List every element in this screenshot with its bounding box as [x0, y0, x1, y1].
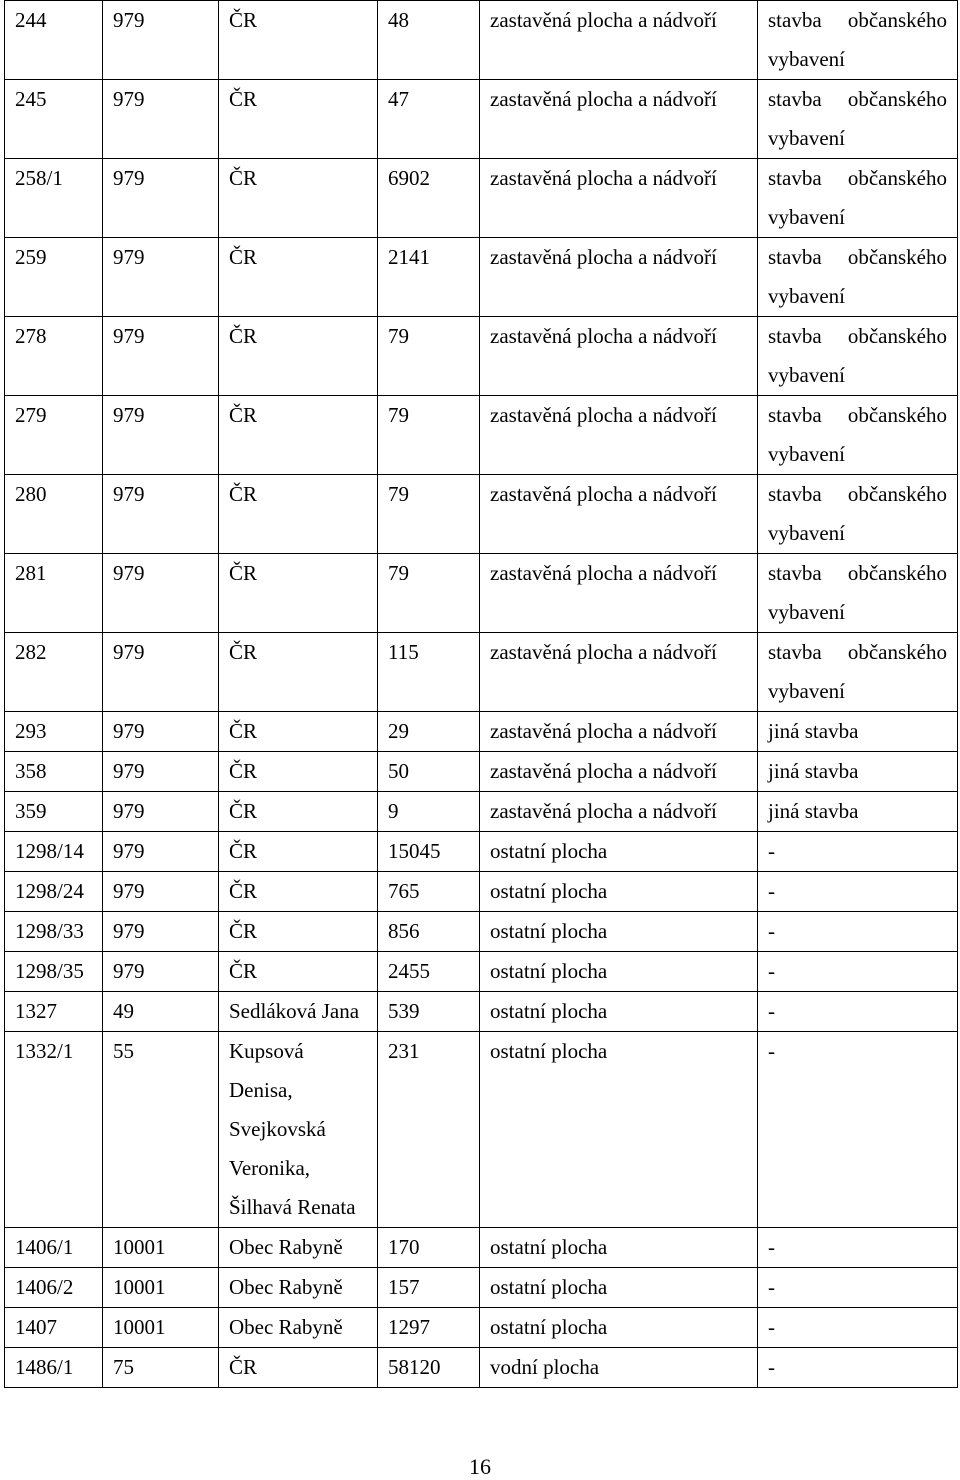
land-type-cell: ostatní plocha — [480, 872, 758, 912]
area-cell: 79 — [378, 396, 480, 475]
table-row — [5, 1032, 958, 1228]
page-number: 16 — [469, 1454, 491, 1479]
area-cell: 1297 — [378, 1308, 480, 1348]
ownership-sheet-cell: 10001 — [103, 1268, 219, 1308]
land-usage-cell: - — [758, 912, 958, 952]
ownership-sheet-cell: 979 — [103, 396, 219, 475]
area-cell: 856 — [378, 912, 480, 952]
table-row — [5, 952, 958, 992]
owner-cell: Obec Rabyně — [219, 1268, 378, 1308]
area-cell: 58120 — [378, 1348, 480, 1388]
owner-cell: ČR — [219, 952, 378, 992]
ownership-sheet-cell: 979 — [103, 475, 219, 554]
land-type-cell: zastavěná plocha a nádvoří — [480, 792, 758, 832]
parcel-number-cell: 1407 — [5, 1308, 103, 1348]
owner-cell: ČR — [219, 1348, 378, 1388]
land-type-cell: zastavěná plocha a nádvoří — [480, 317, 758, 396]
table-row — [5, 475, 958, 554]
ownership-sheet-cell: 979 — [103, 633, 219, 712]
parcel-number-cell: 1298/35 — [5, 952, 103, 992]
land-type-cell: vodní plocha — [480, 1348, 758, 1388]
ownership-sheet-cell: 979 — [103, 159, 219, 238]
land-type-cell: zastavěná plocha a nádvoří — [480, 475, 758, 554]
land-usage-cell: stavba občanského vybavení — [758, 475, 958, 554]
parcel-number-cell: 359 — [5, 792, 103, 832]
land-usage-cell: jiná stavba — [758, 792, 958, 832]
area-cell: 50 — [378, 752, 480, 792]
land-type-cell: ostatní plocha — [480, 992, 758, 1032]
ownership-sheet-cell: 979 — [103, 832, 219, 872]
ownership-sheet-cell: 49 — [103, 992, 219, 1032]
table-row — [5, 872, 958, 912]
land-usage-cell: - — [758, 1032, 958, 1228]
owner-cell: ČR — [219, 1, 378, 80]
table-row — [5, 80, 958, 159]
parcel-number-cell: 282 — [5, 633, 103, 712]
table-row — [5, 832, 958, 872]
land-usage-cell: stavba občanského vybavení — [758, 554, 958, 633]
table-row — [5, 1348, 958, 1388]
ownership-sheet-cell: 10001 — [103, 1228, 219, 1268]
land-type-cell: ostatní plocha — [480, 1308, 758, 1348]
land-usage-cell: stavba občanského vybavení — [758, 1, 958, 80]
ownership-sheet-cell: 979 — [103, 238, 219, 317]
parcel-number-cell: 279 — [5, 396, 103, 475]
owner-cell: Kupsová Denisa, Svejkovská Veronika, Šilhavá Renata — [219, 1032, 378, 1228]
area-cell: 6902 — [378, 159, 480, 238]
land-usage-cell: - — [758, 872, 958, 912]
table-row — [5, 1268, 958, 1308]
land-usage-cell: jiná stavba — [758, 712, 958, 752]
owner-cell: ČR — [219, 238, 378, 317]
parcel-number-cell: 245 — [5, 80, 103, 159]
ownership-sheet-cell: 979 — [103, 912, 219, 952]
parcel-number-cell: 1298/24 — [5, 872, 103, 912]
owner-cell: ČR — [219, 80, 378, 159]
area-cell: 539 — [378, 992, 480, 1032]
land-usage-cell: - — [758, 1348, 958, 1388]
parcel-number-cell: 1486/1 — [5, 1348, 103, 1388]
area-cell: 9 — [378, 792, 480, 832]
area-cell: 115 — [378, 633, 480, 712]
area-cell: 48 — [378, 1, 480, 80]
land-usage-cell: - — [758, 1268, 958, 1308]
area-cell: 170 — [378, 1228, 480, 1268]
land-usage-cell: - — [758, 1228, 958, 1268]
area-cell: 15045 — [378, 832, 480, 872]
parcel-number-cell: 1327 — [5, 992, 103, 1032]
land-type-cell: ostatní plocha — [480, 1228, 758, 1268]
land-type-cell: zastavěná plocha a nádvoří — [480, 554, 758, 633]
land-type-cell: zastavěná plocha a nádvoří — [480, 752, 758, 792]
land-usage-cell: - — [758, 832, 958, 872]
land-usage-cell: stavba občanského vybavení — [758, 238, 958, 317]
land-type-cell: ostatní plocha — [480, 1268, 758, 1308]
ownership-sheet-cell: 979 — [103, 952, 219, 992]
area-cell: 2141 — [378, 238, 480, 317]
parcel-number-cell: 278 — [5, 317, 103, 396]
owner-cell: ČR — [219, 159, 378, 238]
ownership-sheet-cell: 979 — [103, 752, 219, 792]
table-row — [5, 1, 958, 80]
parcel-number-cell: 293 — [5, 712, 103, 752]
land-usage-cell: stavba občanského vybavení — [758, 317, 958, 396]
owner-cell: ČR — [219, 317, 378, 396]
table-row — [5, 1228, 958, 1268]
area-cell: 79 — [378, 475, 480, 554]
ownership-sheet-cell: 979 — [103, 80, 219, 159]
table-row — [5, 752, 958, 792]
parcel-table — [4, 0, 958, 1388]
ownership-sheet-cell: 979 — [103, 872, 219, 912]
parcel-table-body — [5, 1, 958, 1388]
area-cell: 157 — [378, 1268, 480, 1308]
parcel-number-cell: 258/1 — [5, 159, 103, 238]
owner-cell: ČR — [219, 633, 378, 712]
land-usage-cell: stavba občanského vybavení — [758, 80, 958, 159]
owner-cell: ČR — [219, 832, 378, 872]
land-usage-cell: - — [758, 1308, 958, 1348]
owner-cell: ČR — [219, 872, 378, 912]
land-type-cell: zastavěná plocha a nádvoří — [480, 396, 758, 475]
owner-cell: ČR — [219, 792, 378, 832]
area-cell: 79 — [378, 554, 480, 633]
land-type-cell: ostatní plocha — [480, 912, 758, 952]
owner-cell: Sedláková Jana — [219, 992, 378, 1032]
area-cell: 231 — [378, 1032, 480, 1228]
land-type-cell: zastavěná plocha a nádvoří — [480, 238, 758, 317]
owner-cell: ČR — [219, 752, 378, 792]
owner-cell: ČR — [219, 912, 378, 952]
ownership-sheet-cell: 75 — [103, 1348, 219, 1388]
area-cell: 47 — [378, 80, 480, 159]
table-row — [5, 633, 958, 712]
land-usage-cell: stavba občanského vybavení — [758, 633, 958, 712]
table-row — [5, 554, 958, 633]
ownership-sheet-cell: 979 — [103, 317, 219, 396]
ownership-sheet-cell: 55 — [103, 1032, 219, 1228]
table-row — [5, 238, 958, 317]
ownership-sheet-cell: 10001 — [103, 1308, 219, 1348]
land-type-cell: zastavěná plocha a nádvoří — [480, 159, 758, 238]
parcel-number-cell: 281 — [5, 554, 103, 633]
area-cell: 2455 — [378, 952, 480, 992]
land-type-cell: zastavěná plocha a nádvoří — [480, 633, 758, 712]
table-row — [5, 992, 958, 1032]
parcel-number-cell: 1298/14 — [5, 832, 103, 872]
land-usage-cell: - — [758, 952, 958, 992]
land-usage-cell: - — [758, 992, 958, 1032]
owner-cell: ČR — [219, 475, 378, 554]
table-row — [5, 159, 958, 238]
owner-cell: Obec Rabyně — [219, 1228, 378, 1268]
land-usage-cell: jiná stavba — [758, 752, 958, 792]
table-row — [5, 317, 958, 396]
parcel-number-cell: 280 — [5, 475, 103, 554]
land-type-cell: zastavěná plocha a nádvoří — [480, 712, 758, 752]
land-usage-cell: stavba občanského vybavení — [758, 159, 958, 238]
area-cell: 29 — [378, 712, 480, 752]
parcel-number-cell: 1298/33 — [5, 912, 103, 952]
table-row — [5, 792, 958, 832]
table-row — [5, 1308, 958, 1348]
table-row — [5, 712, 958, 752]
parcel-number-cell: 1406/1 — [5, 1228, 103, 1268]
owner-cell: ČR — [219, 554, 378, 633]
parcel-number-cell: 1332/1 — [5, 1032, 103, 1228]
table-row — [5, 396, 958, 475]
land-type-cell: ostatní plocha — [480, 1032, 758, 1228]
parcel-number-cell: 244 — [5, 1, 103, 80]
land-type-cell: zastavěná plocha a nádvoří — [480, 1, 758, 80]
ownership-sheet-cell: 979 — [103, 554, 219, 633]
area-cell: 765 — [378, 872, 480, 912]
land-usage-cell: stavba občanského vybavení — [758, 396, 958, 475]
ownership-sheet-cell: 979 — [103, 712, 219, 752]
table-row — [5, 912, 958, 952]
land-type-cell: ostatní plocha — [480, 952, 758, 992]
parcel-number-cell: 358 — [5, 752, 103, 792]
parcel-number-cell: 259 — [5, 238, 103, 317]
ownership-sheet-cell: 979 — [103, 1, 219, 80]
owner-cell: ČR — [219, 712, 378, 752]
ownership-sheet-cell: 979 — [103, 792, 219, 832]
land-type-cell: zastavěná plocha a nádvoří — [480, 80, 758, 159]
land-type-cell: ostatní plocha — [480, 832, 758, 872]
parcel-number-cell: 1406/2 — [5, 1268, 103, 1308]
owner-cell: ČR — [219, 396, 378, 475]
area-cell: 79 — [378, 317, 480, 396]
owner-cell: Obec Rabyně — [219, 1308, 378, 1348]
